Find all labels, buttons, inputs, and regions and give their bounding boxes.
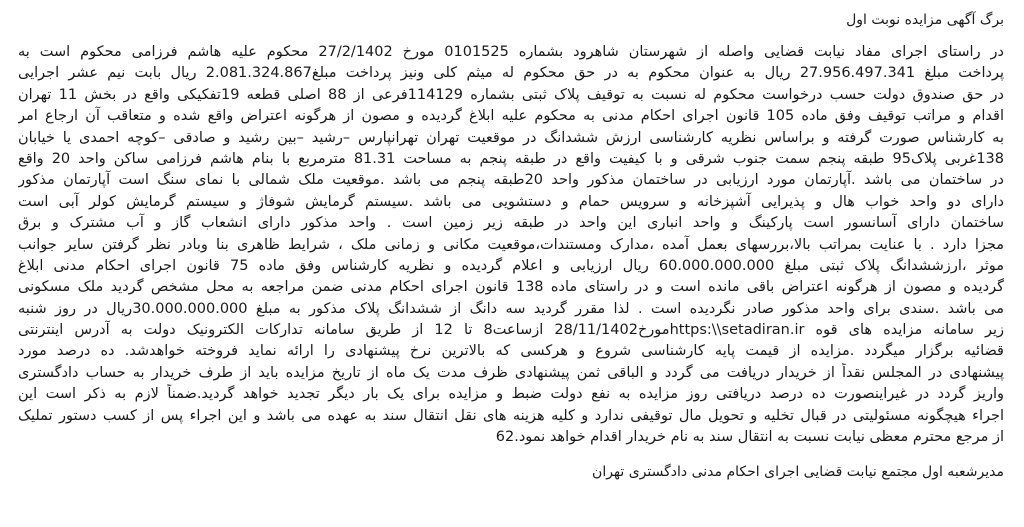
body-line: مجزا دارد . با عنایت بمراتب بالا،بررسهای بعمل آمده ،مدارک ومستندات،موقعیت مکانی و زمانی ملک ، شرایط ظاهری بنا وبادر نظر گرفتن سایر جوانب	[18, 236, 1004, 253]
body-line: واریز گردد در غیراینصورت ده درصد دریافتی روز مزایده به نفع دولت ضبط و مزایده برای یک بار دیگر تجدید خواهد گردید.ضمناً لازم به ذکر است این	[18, 386, 1004, 403]
notice-title: برگ آگهی مزایده نوبت اول	[846, 12, 1004, 28]
body-line: از مرجع محترم معظی نیابت نسبت به انتقال سند به نام خریدار اقدام خواهد نمود.62	[495, 429, 1004, 446]
body-line: به کارشناس صورت گرفته و براساس نظریه کارشناسی ارزش ششدانگ در موقعیت تهران تهرانپارس –رشید –بین رشید و صادقی –کوچه احمدی یا خیابان	[18, 129, 1004, 146]
body-line: اقدام و مراتب توقیف وفق ماده 105 قانون اجرای احکام مدنی به محکوم علیه ابلاغ گردیده و مصون از هرگونه اعتراض واقع شده و متعاقب آن ارجاع امر	[18, 108, 1004, 125]
body-line: موثر ،ارزششدانگ پلاک ثبتی مبلغ 60.000.000.000 ریال ارزیابی و اعلام گردیده و نظریه کارشناس وفق ماده 75 قانون اجرای احکام مدنی ابلاغ	[18, 257, 1004, 274]
body-line: زیر سامانه مزایده های قوه https:\\setadiran.irمورخ28/11/1402 ازساعت8 تا 12 از طریق سامانه تدارکات الکترونیک دولت به آدرس اینترنتی	[18, 322, 1004, 339]
body-line: دارای دو واحد خواب هال و پذیرایی آشپزخانه و سرویس حمام و دستشویی می باشد .سیستم گرمایش شوفاژ و سیستم گرمایش کولر آبی است	[18, 193, 1004, 210]
body-line: می باشد .سندی برای واحد مذکور صادر نگردیده است . لذا مقرر گردید سه دانگ از ششدانگ پلاک مذکور به مبلغ 30.000.000.000ریال در روز شنبه	[18, 300, 1004, 317]
body-line: پرداخت مبلغ 27.956.497.341 ریال به عنوان محکوم به در حق محکوم له میثم کلی ونیز پرداخت مبلغ2.081.324.867 ریال بابت نیم عشر اجرایی	[18, 65, 1004, 82]
body-line: ساختمان دارای آسانسور است پارکینگ و واحد انباری این واحد در طبقه زیر زمین است . واحد مذکور دارای انشعاب گاز و آب مشترک و برق	[18, 215, 1004, 232]
body-line: در ساختمان می باشد .آپارتمان مورد ارزیابی در ساختمان مذکور واحد 20طبقه پنجم می باشد .موقعیت ملک شمالی با نمای سنگ است آپارتمان مذکور	[18, 172, 1004, 189]
notice-body	[18, 42, 1004, 448]
body-line: در حق صندوق دولت حسب درخواست محکوم له نسبت به توقیف پلاک ثبتی بشماره 114129فرعی از 88 اصلی قطعه 19تفکیکی واقع در بخش 11 تهران	[18, 86, 1004, 103]
body-line: قضائیه برگزار میگردد .مزایده از قیمت پایه کارشناسی شروع و هرکسی که بالاترین نرخ پیشنهادی را ارائه نماید فروخته خواهدشد. ده درصد مورد	[18, 343, 1004, 360]
body-line: پیشنهادی در المجلس نقداً از خریدار دریافت می گردد و الباقی ثمن پیشنهادی ظرف مدت یک ماه از تاریخ مزایده باید از طرف خریدار به حساب دادگستری	[18, 364, 1004, 381]
body-line: اجراء هیچگونه مسئولیتی در قبال تخلیه و تحویل مال توقیفی ندارد و کلیه هزینه های نقل انتقال سند به عهده می باشد و این اجراء پس از کسب دستور تملیک	[18, 407, 1004, 424]
body-line: گردیده و مصون از هرگونه اعتراض باقی مانده است و در راستای ماده 138 قانون اجرای احکام مدنی ضمن مراجعه به محل مشخص گردید ملک مسکونی	[18, 279, 1004, 296]
body-line: در راستای اجرای مفاد نیابت قضایی واصله از شهرستان شاهرود بشماره 0101525 مورخ 27/2/1402 محکوم علیه هاشم فرزامی محکوم است به	[18, 44, 1004, 60]
notice-signature: مدیرشعبه اول مجتمع نیابت قضایی اجرای احکام مدنی دادگستری تهران	[592, 464, 1004, 481]
body-line: 138غربی پلاک95 طبقه پنجم سمت جنوب شرقی و با کیفیت واقع در طبقه پنجم به مساحت 81.31 مترمربع با بنام هاشم فرزامی ساکن واحد 20 واقع	[18, 150, 1004, 167]
